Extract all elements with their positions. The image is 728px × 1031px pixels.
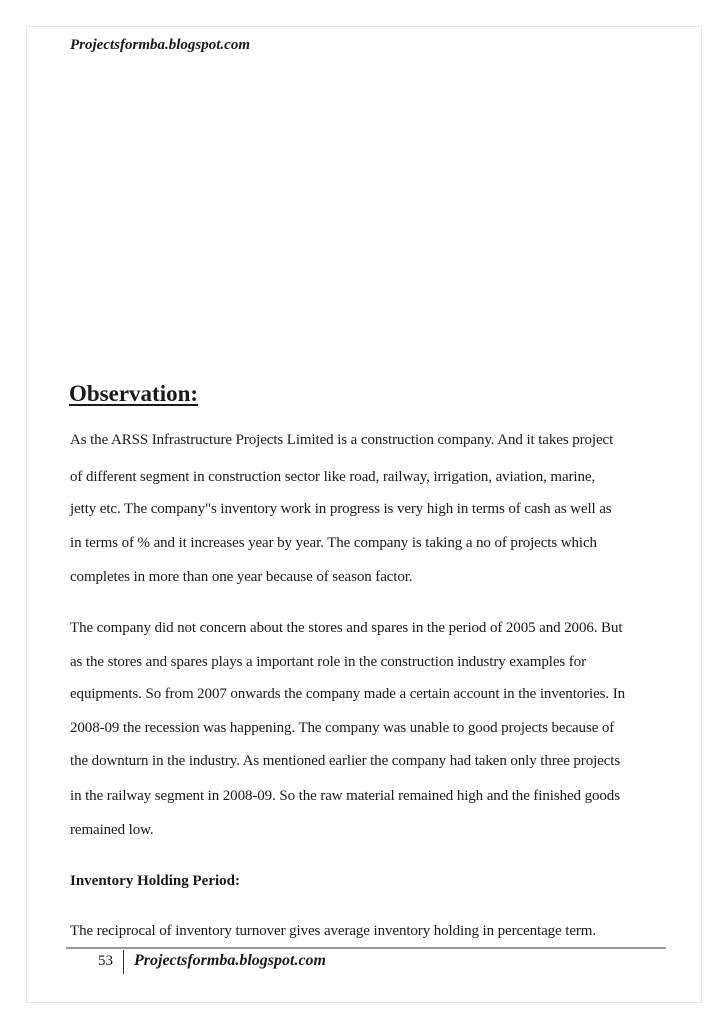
inventory-holding-period-heading: Inventory Holding Period: xyxy=(70,873,241,889)
text-line: 2008-09 the recession was happening. The company was unable to good projects because of xyxy=(70,720,615,736)
footer-divider xyxy=(123,950,124,974)
text-line: jetty etc. The company"s inventory work in progress is very high in terms of cash as well as xyxy=(70,501,612,517)
text-line: the downturn in the industry. As mentioned earlier the company had taken only three projects xyxy=(70,753,621,769)
text-line: in terms of % and it increases year by year. The company is taking a no of projects which xyxy=(70,535,597,551)
observation-heading: Observation: xyxy=(69,381,199,406)
text-line: completes in more than one year because of season factor. xyxy=(70,569,413,585)
page-number: 53 xyxy=(98,953,113,969)
footer-site: Projectsformba.blogspot.com xyxy=(134,952,326,969)
footer-rule xyxy=(66,947,666,949)
page-header: Projectsformba.blogspot.com xyxy=(70,37,250,53)
text-line: As the ARSS Infrastructure Projects Limited is a construction company. And it takes project xyxy=(70,432,614,448)
text-line: in the railway segment in 2008-09. So the raw material remained high and the finished goods xyxy=(70,788,620,804)
text-line: remained low. xyxy=(70,822,154,838)
text-line: as the stores and spares plays a important role in the construction industry examples for xyxy=(70,654,586,670)
text-line: The reciprocal of inventory turnover gives average inventory holding in percentage term. xyxy=(70,923,596,939)
text-line: The company did not concern about the stores and spares in the period of 2005 and 2006. But xyxy=(70,620,623,636)
text-line: equipments. So from 2007 onwards the company made a certain account in the inventories. In xyxy=(70,686,626,702)
text-line: of different segment in construction sector like road, railway, irrigation, aviation, marine, xyxy=(70,469,596,485)
